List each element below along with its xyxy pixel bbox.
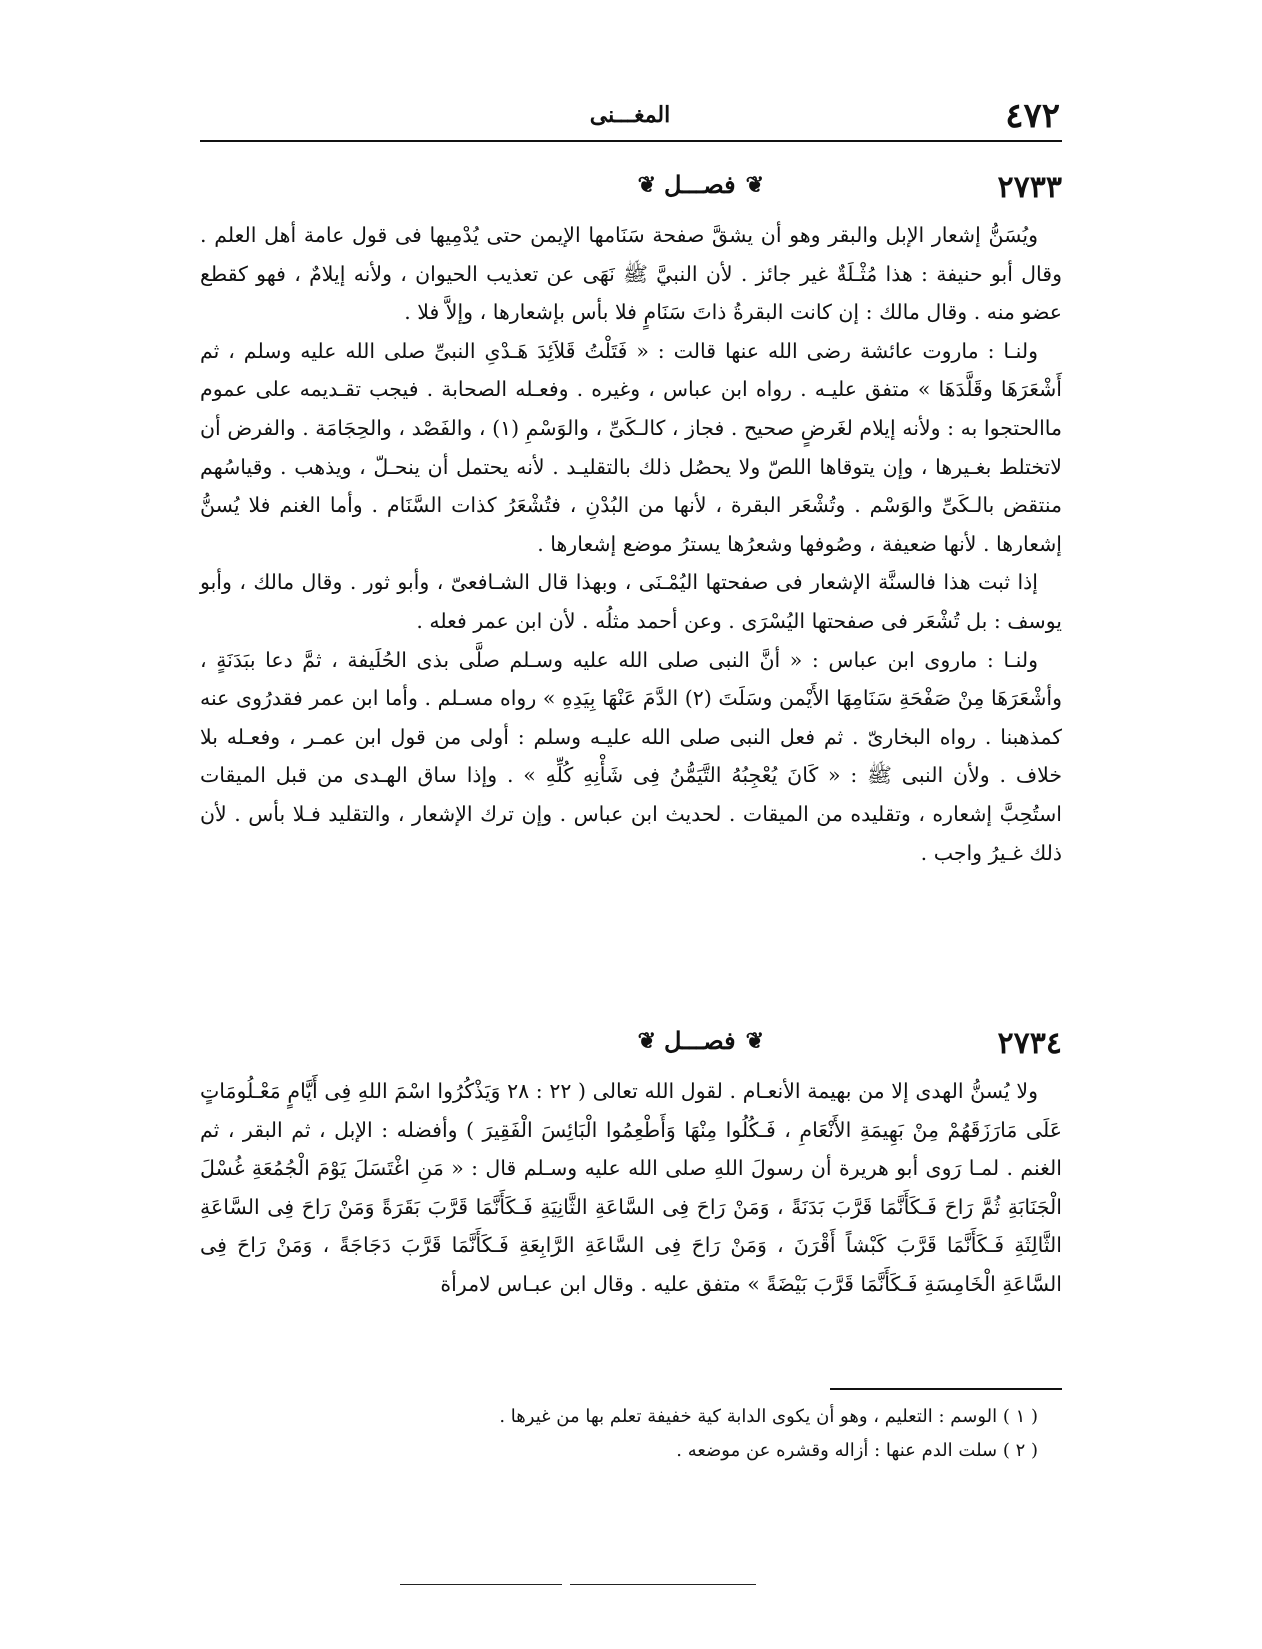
- page-header: [200, 96, 1060, 140]
- bottom-rule: [570, 1584, 756, 1585]
- ornament-icon: ❦: [745, 171, 762, 198]
- paragraph: ولا يُسنُّ الهدى إلا من بهيمة الأنعـام . لقول الله تعالى ( ٢٢ : ٢٨ وَيَذْكُرُوا اسْمَ اللهِ فِى أَيَّامٍ مَعْـلُومَاتٍ عَلَى مَارَزَقَهُمْ مِنْ بَهِيمَةِ الأَنْعَامِ ، فَـكُلُوا مِنْهَا وَأَطْعِمُوا الْبَائِسَ الْفَقِيرَ ) وأفضله : الإبل ، ثم البقر ، ثم الغنم . لمـا رَوى أبو هريرة أن رسولَ اللهِ صلى الله عليه وسـلم قال : « مَنِ اغْتَسَلَ يَوْمَ الْجُمُعَةِ غُسْلَ الْجَنَابَةِ ثُمَّ رَاحَ فَـكَأَنَّمَا قَرَّبَ بَدَنَةً ، وَمَنْ رَاحَ فِى السَّاعَةِ الثَّانِيَةِ فَـكَأَنَّمَا قَرَّبَ بَقَرَةً وَمَنْ رَاحَ فِى السَّاعَةِ الثَّالِثَةِ فَـكَأَنَّمَا قَرَّبَ كَبْشاً أَقْرَنَ ، وَمَنْ رَاحَ فِى السَّاعَةِ الرَّابِعَةِ فَـكَأَنَّمَا قَرَّبَ دَجَاجَةً ، وَمَنْ رَاحَ فِى السَّاعَةِ الْخَامِسَةِ فَـكَأَنَّمَا قَرَّبَ بَيْضَةً » متفق عليه . وقال ابن عبـاس لامرأة: [200, 1079, 1062, 1296]
- page-number: ٤٧٢: [1005, 96, 1060, 136]
- section-number: ٢٧٣٣: [997, 170, 1062, 205]
- section-body: [200, 216, 1062, 872]
- footnote-rule: [830, 1388, 1062, 1390]
- paragraph: ويُسَنُّ إشعار الإبل والبقر وهو أن يشقَّ صفحة سَنَامها الإيمن حتى يُدْمِيها فى قول عامة أهل العلم . وقال أبو حنيفة : هذا مُثْـلَةٌ غير جائز . لأن النبيَّ ﷺ نَهَى عن تعذيب الحيوان ، ولأنه إيلامٌ ، فهو كقطع عضو منه . وقال مالك : إن كانت البقرةُ ذاتَ سَنَامٍ فلا بأس بإشعارها ، وإلاَّ فلا .: [200, 223, 1062, 325]
- footnote: ( ٢ ) سلت الدم عنها : أزاله وقشره عن موضعه .: [676, 1440, 1038, 1461]
- bottom-rule: [400, 1584, 562, 1585]
- ornament-icon: ❦: [745, 1027, 762, 1054]
- header-rule: [200, 140, 1062, 142]
- section-body: [200, 1072, 1062, 1304]
- section-heading: [200, 168, 1062, 208]
- paragraph: ولنـا : ماروى ابن عباس : « أنَّ النبى صلى الله عليه وسـلم صلَّى بذى الحُلَيفة ، ثمَّ دعا ببَدَنَةٍ ، وأشْعَرَهَا مِنْ صَفْحَةِ سَنَامِهَا الأَيْمن وسَلَتَ (٢) الدَّمَ عَنْهَا بِيَدِهِ » رواه مسـلم . وأما ابن عمر فقدرُوى عنه كمذهبنا . رواه البخارىّ . ثم فعل النبى صلى الله عليـه وسلم : أولى من قول ابن عمـر ، وفعـله بلا خلاف . ولأن النبى ﷺ : « كَانَ يُعْجِبُهُ التَّيَمُّنُ فِى شَأْنِهِ كُلِّهِ » . وإذا ساق الهـدى من قبل الميقات استُحِبَّ إشعاره ، وتقليده من الميقات . لحديث ابن عباس . وإن ترك الإشعار ، والتقليد فـلا بأس . لأن ذلك غـيرُ واجب .: [200, 647, 1062, 865]
- section-title: [638, 170, 762, 199]
- paragraph: ولنـا : ماروت عائشة رضى الله عنها قالت : « فَتَلْتُ قَلاَئِدَ هَـدْىِ النبىِّ صلى الله عليه وسلم ، ثم أَشْعَرَهَا وقَلَّدَهَا » متفق عليـه . رواه ابن عباس ، وغيره . وفعـله الصحابة . فيجب تقـديمه على عموم ماالحتجوا به : ولأنه إيلام لغَرضٍ صحيح . فجاز ، كالـكَىِّ ، والوَسْمِ (١) ، والفَصْد ، والحِجَامَة . والفرض أن لاتختلط بغـيرها ، وإن يتوقاها اللصّ ولا يحصُل ذلك بالتقليـد . لأنه يحتمل أن ينحـلّ ، ويذهب . وقياسُهم منتقض بالـكَىِّ والوَسْم . وتُشْعَر البقرة ، لأنها من البُدْنِ ، فتُشْعَرُ كذات السَّنَام . وأما الغنم فلا يُسنُّ إشعارها . لأنها ضعيفة ، وصُوفها وشعرُها يسترُ موضع إشعارها .: [200, 338, 1062, 556]
- section-number: ٢٧٣٤: [997, 1026, 1062, 1061]
- footnotes: [200, 1400, 1062, 1468]
- section-title-text: فصـــل: [664, 170, 736, 199]
- paragraph: إذا ثبت هذا فالسنَّة الإشعار فى صفحتها اليُمْـنَى ، وبهذا قال الشـافعىّ ، وأبو ثور . وقال مالك ، وأبو يوسف : بل تُشْعَر فى صفحتها اليُسْرَى . وعن أحمد مثلُه . لأن ابن عمر فعله .: [200, 570, 1062, 633]
- section-title-text: فصـــل: [664, 1026, 736, 1055]
- ornament-icon: ❦: [637, 171, 654, 198]
- section-title: [638, 1026, 762, 1055]
- ornament-icon: ❦: [637, 1027, 654, 1054]
- section-heading: [200, 1024, 1062, 1064]
- footnote: ( ١ ) الوسم : التعليم ، وهو أن يكوى الدابة كية خفيفة تعلم بها من غيرها .: [499, 1406, 1038, 1427]
- running-title: المغـــنى: [589, 102, 671, 128]
